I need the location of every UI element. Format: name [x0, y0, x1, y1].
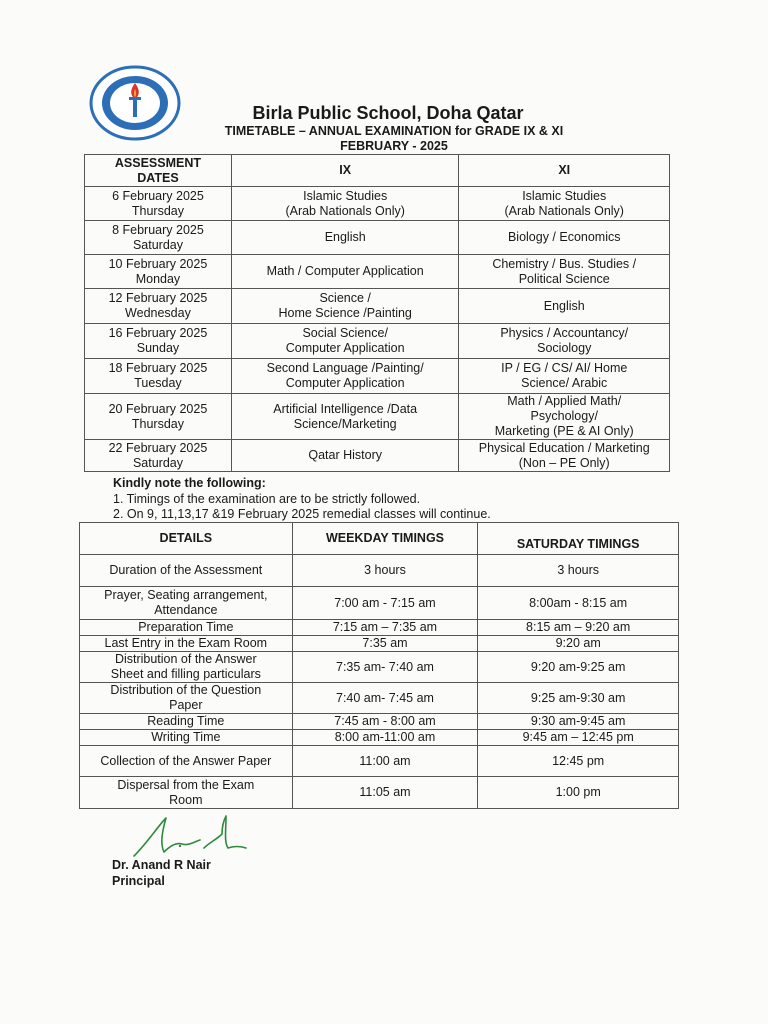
exam-day: Sunday [136, 341, 180, 355]
timing-weekday: 7:40 am- 7:45 am [292, 683, 478, 714]
exam-xi-subject: Chemistry / Bus. Studies / Political Science [459, 255, 670, 289]
exam-timetable [84, 154, 670, 472]
timing-row [80, 636, 679, 652]
timing-weekday: 11:00 am [292, 746, 478, 777]
header-details: DETAILS [80, 523, 293, 555]
exam-row [85, 359, 670, 394]
timing-row [80, 683, 679, 714]
header-assessment-dates: ASSESSMENT DATES [85, 155, 232, 187]
header-weekday-timings: WEEKDAY TIMINGS [292, 523, 478, 555]
exam-ix-subject: Math / Computer Application [231, 255, 459, 289]
exam-date-cell [85, 440, 232, 472]
header-saturday-timings: SATURDAY TIMINGS [478, 523, 679, 555]
timing-detail: Distribution of the Answer Sheet and filling particulars [80, 652, 293, 683]
timing-row [80, 714, 679, 730]
exam-xi-subject: Physical Education / Marketing (Non – PE Only) [459, 440, 670, 472]
school-name: Birla Public School, Doha Qatar [252, 103, 524, 123]
exam-date: 6 February 2025 [112, 188, 204, 203]
timing-weekday: 7:00 am - 7:15 am [292, 587, 478, 620]
timing-weekday: 7:35 am- 7:40 am [292, 652, 478, 683]
timing-detail: Writing Time [80, 730, 293, 746]
exam-ix-subject: English [231, 221, 459, 255]
exam-ix-subject: Science / Home Science /Painting [231, 289, 459, 324]
timing-table [79, 522, 679, 809]
signatory-name: Dr. Anand R Nair [112, 858, 211, 872]
exam-date: 12 February 2025 [108, 291, 208, 305]
timing-saturday: 9:20 am-9:25 am [478, 652, 679, 683]
exam-row [85, 221, 670, 255]
timing-detail: Distribution of the Question Paper [80, 683, 293, 714]
exam-xi-subject: Islamic Studies (Arab Nationals Only) [459, 187, 670, 221]
exam-day: Thursday [131, 416, 184, 431]
timing-detail: Last Entry in the Exam Room [80, 636, 293, 652]
exam-row [85, 324, 670, 359]
timing-detail: Preparation Time [80, 620, 293, 636]
exam-date-cell [85, 394, 232, 440]
exam-xi-subject: Physics / Accountancy/ Sociology [459, 324, 670, 359]
timing-saturday: 8:15 am – 9:20 am [478, 620, 679, 636]
signatory-title: Principal [112, 874, 165, 888]
timing-saturday: 9:30 am-9:45 am [478, 714, 679, 730]
exam-day: Saturday [132, 237, 183, 252]
exam-date-cell [85, 289, 232, 324]
title-line-1: TIMETABLE – ANNUAL EXAMINATION for GRADE IX & XI [224, 124, 564, 138]
timing-row [80, 730, 679, 746]
timing-saturday: 9:45 am – 12:45 pm [478, 730, 679, 746]
timing-weekday: 3 hours [292, 555, 478, 587]
exam-day: Thursday [131, 203, 184, 218]
timing-detail: Dispersal from the Exam Room [80, 777, 293, 809]
exam-ix-subject: Second Language /Painting/ Computer Application [231, 359, 459, 394]
header-ix: IX [231, 155, 459, 187]
exam-row [85, 255, 670, 289]
timing-saturday: 9:25 am-9:30 am [478, 683, 679, 714]
exam-date-cell [85, 324, 232, 359]
exam-ix-subject: Artificial Intelligence /Data Science/Marketing [231, 394, 459, 440]
timetable-title [0, 124, 768, 154]
notes-heading: Kindly note the following: [113, 476, 266, 490]
exam-ix-subject: Islamic Studies (Arab Nationals Only) [231, 187, 459, 221]
exam-date: 10 February 2025 [108, 256, 208, 271]
timing-row [80, 555, 679, 587]
exam-day: Wednesday [125, 306, 191, 320]
note-item: 2. On 9, 11,13,17 &19 February 2025 remedial classes will continue. [113, 507, 491, 521]
exam-date-cell [85, 187, 232, 221]
timing-saturday: 9:20 am [478, 636, 679, 652]
signatory-block [112, 857, 211, 889]
timing-weekday: 7:35 am [292, 636, 478, 652]
title-line-2: FEBRUARY - 2025 [340, 139, 448, 153]
timing-row [80, 777, 679, 809]
header-xi: XI [459, 155, 670, 187]
notes-section [113, 476, 491, 523]
timing-weekday: 11:05 am [292, 777, 478, 809]
exam-xi-subject: IP / EG / CS/ AI/ Home Science/ Arabic [459, 359, 670, 394]
exam-xi-subject: Biology / Economics [459, 221, 670, 255]
timing-weekday: 7:45 am - 8:00 am [292, 714, 478, 730]
exam-ix-subject: Qatar History [231, 440, 459, 472]
timing-saturday: 3 hours [478, 555, 679, 587]
exam-date: 22 February 2025 [108, 440, 208, 455]
exam-xi-subject: English [459, 289, 670, 324]
timing-row [80, 652, 679, 683]
exam-row [85, 440, 670, 472]
timing-saturday: 1:00 pm [478, 777, 679, 809]
timing-detail: Reading Time [80, 714, 293, 730]
timing-detail: Collection of the Answer Paper [80, 746, 293, 777]
note-item: 1. Timings of the examination are to be strictly followed. [113, 491, 421, 506]
exam-date: 8 February 2025 [112, 222, 204, 237]
timing-detail: Duration of the Assessment [80, 555, 293, 587]
timing-row [80, 620, 679, 636]
exam-date: 18 February 2025 [108, 361, 208, 375]
timing-saturday: 8:00am - 8:15 am [478, 587, 679, 620]
timing-weekday: 7:15 am – 7:35 am [292, 620, 478, 636]
timing-row [80, 746, 679, 777]
exam-date-cell [85, 255, 232, 289]
exam-row [85, 187, 670, 221]
exam-ix-subject: Social Science/ Computer Application [231, 324, 459, 359]
exam-date: 20 February 2025 [108, 401, 208, 416]
exam-date-cell [85, 359, 232, 394]
timing-weekday: 8:00 am-11:00 am [292, 730, 478, 746]
exam-date: 16 February 2025 [108, 326, 208, 340]
signature-icon [130, 812, 250, 862]
timing-saturday: 12:45 pm [478, 746, 679, 777]
exam-day: Tuesday [134, 376, 182, 390]
exam-xi-subject: Math / Applied Math/ Psychology/ Marketing (PE & AI Only) [459, 394, 670, 440]
timing-row [80, 587, 679, 620]
exam-date-cell [85, 221, 232, 255]
exam-row [85, 289, 670, 324]
exam-day: Monday [135, 271, 181, 286]
exam-day: Saturday [132, 455, 183, 470]
exam-row [85, 394, 670, 440]
timing-detail: Prayer, Seating arrangement, Attendance [80, 587, 293, 620]
